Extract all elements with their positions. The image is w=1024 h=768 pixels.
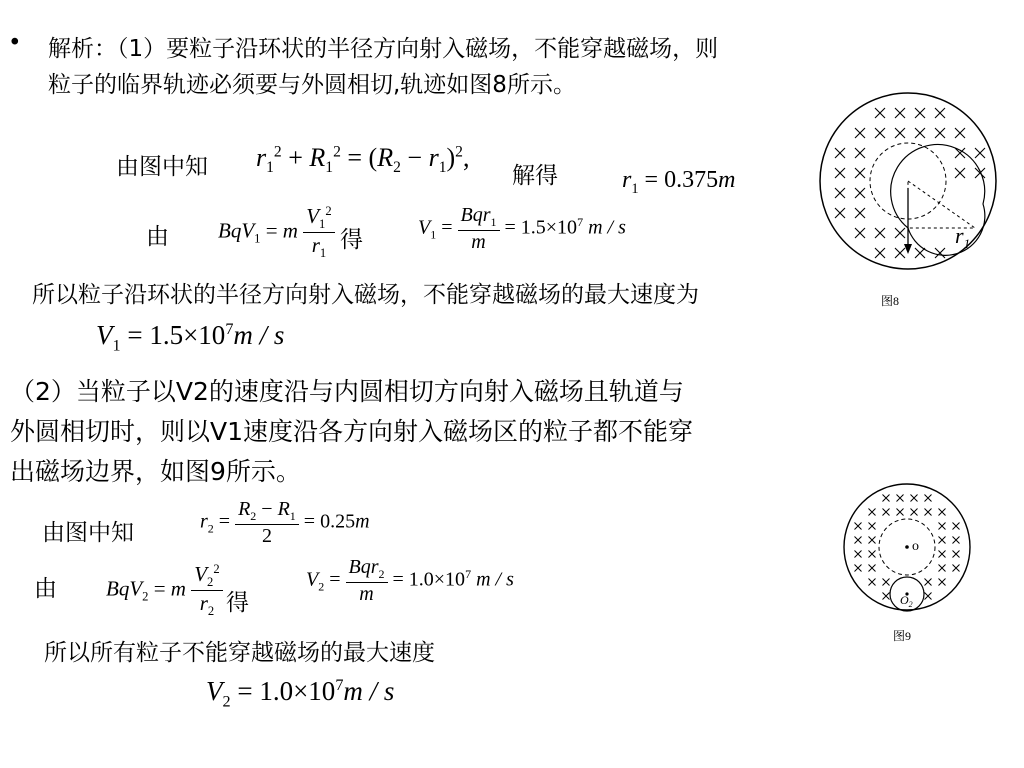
field-cross-mark [855,128,865,138]
field-cross-mark [897,509,904,516]
field-cross-mark [915,248,925,258]
equation-r1-geometry: $r_1^2 + R_1^2 = (R_2 - r_1)^2$, [256,143,470,177]
conclusion-2: 所以所有粒子不能穿越磁场的最大速度 [44,640,435,666]
field-cross-mark [875,108,885,118]
field-cross-mark [883,593,890,600]
equation-lorentz-1: BqV$_1$ = m $\frac{V_1^2}{r_1}$ [218,204,335,261]
field-cross-mark [835,208,845,218]
field-cross-mark [955,168,965,178]
field-cross-mark [855,228,865,238]
field-cross-mark [895,228,905,238]
field-cross-mark [975,148,985,158]
field-cross-mark [911,495,918,502]
by-label-1: 由 [146,224,169,250]
para2-line-1: （2）当粒子以V2的速度沿与内圆相切方向射入磁场且轨道与 [10,377,684,406]
field-cross-mark [935,128,945,138]
field-cross-mark [915,108,925,118]
equation-r1-result: $r_1 = 0.375m$ [622,167,736,197]
field-cross-mark [895,108,905,118]
field-cross-mark [939,579,946,586]
field-cross-mark [869,565,876,572]
field-cross-mark [953,537,960,544]
field-cross-mark [875,228,885,238]
field-cross-mark [925,509,932,516]
equation-r2: $r_2$ = $\frac{R_2 - R_1}{2}$ = 0.25m [200,498,370,547]
field-cross-mark [835,188,845,198]
field-cross-mark [975,168,985,178]
field-cross-mark [953,551,960,558]
center-o-label: o [912,539,919,554]
field-cross-mark [869,523,876,530]
field-cross-mark [875,248,885,258]
field-cross-mark [855,168,865,178]
intro-line-2: 粒子的临界轨迹必须要与外圆相切,轨迹如图8所示。 [48,72,576,98]
final-v1: $V_1 = 1.5\times 10^7m / s$ [96,320,285,355]
field-cross-mark [939,537,946,544]
equation-v1: $V_1$ = $\frac{Bqr_1}{m}$ = $1.5\times 10^7$ m / s [418,204,626,253]
field-cross-mark [939,565,946,572]
by-label-2: 由 [34,576,57,602]
field-cross-mark [925,579,932,586]
para2-line-3: 出磁场边界，如图9所示。 [10,457,301,486]
field-cross-mark [925,495,932,502]
field-cross-mark [855,208,865,218]
field-cross-mark [953,523,960,530]
field-cross-mark [835,148,845,158]
field-cross-mark [935,108,945,118]
o2-label: $O_2$ [900,593,913,609]
field-cross-mark [939,551,946,558]
field-cross-mark [869,509,876,516]
field-cross-mark [915,128,925,138]
field-cross-mark [855,551,862,558]
figure-8 [815,88,1005,278]
get-label-2: 得 [226,590,249,616]
field-cross-mark [897,495,904,502]
from-figure-label-2: 由图中知 [42,520,134,546]
field-cross-mark [855,537,862,544]
r1-label: $r_1$ [955,223,971,251]
field-cross-mark [835,168,845,178]
figure-9 [838,478,978,618]
figure-8-caption: 图8 [881,294,900,308]
field-cross-mark [911,509,918,516]
field-cross-mark [895,248,905,258]
bullet: • [8,30,22,56]
field-cross-mark [953,565,960,572]
field-cross-mark [883,509,890,516]
field-cross-mark [883,495,890,502]
field-cross-mark [855,565,862,572]
field-cross-mark [855,188,865,198]
field-cross-mark [955,128,965,138]
para2-line-2: 外圆相切时，则以V1速度沿各方向射入磁场区的粒子都不能穿 [10,417,694,446]
field-cross-mark [869,579,876,586]
get-label-1: 得 [340,227,363,253]
figure-9-caption: 图9 [893,629,912,643]
field-cross-mark [939,509,946,516]
equation-lorentz-2: BqV$_2$ = m $\frac{V_2^2}{r_2}$ [106,562,223,619]
field-cross-mark [925,593,932,600]
field-cross-mark [895,128,905,138]
field-cross-mark [855,148,865,158]
solve-label: 解得 [512,163,558,189]
field-cross-mark [935,248,945,258]
from-figure-label-1: 由图中知 [116,154,208,180]
field-cross-mark [883,579,890,586]
conclusion-1: 所以粒子沿环状的半径方向射入磁场，不能穿越磁场的最大速度为 [32,282,699,308]
field-cross-mark [869,551,876,558]
final-v2: $V_2 = 1.0\times 10^7m / s$ [206,676,395,711]
field-cross-mark [855,523,862,530]
intro-line-1: 解析：（1）要粒子沿环状的半径方向射入磁场，不能穿越磁场，则 [48,36,719,62]
field-cross-mark [875,128,885,138]
field-cross-mark [869,537,876,544]
field-cross-mark [939,523,946,530]
equation-v2: $V_2$ = $\frac{Bqr_2}{m}$ = $1.0\times 10^7$ m / s [306,556,514,605]
